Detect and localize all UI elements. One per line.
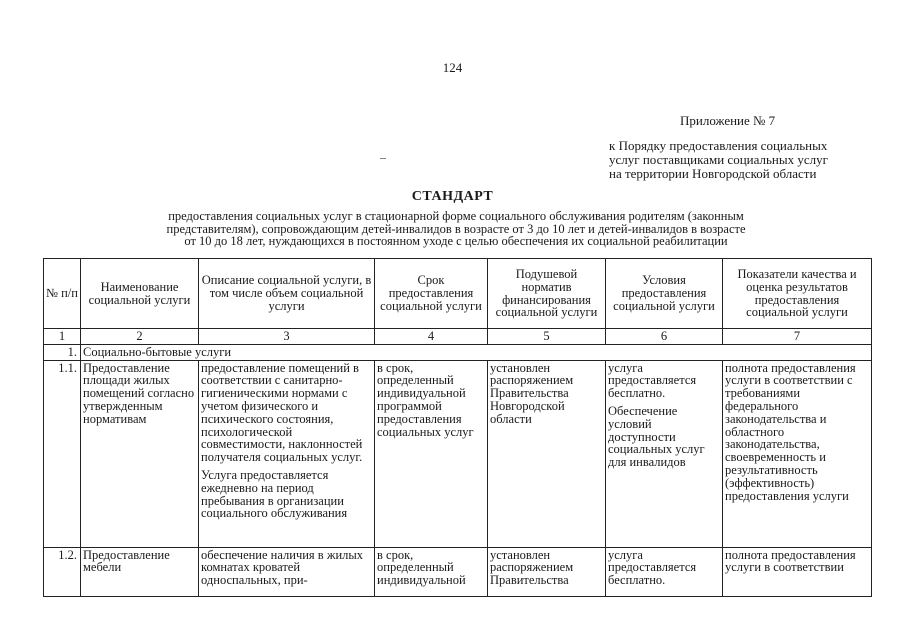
header-description: Описание социальной услуги, в том числе объем социальной услуги bbox=[199, 259, 375, 329]
conditions-cell: услуга предоставляется бесплатно. bbox=[606, 547, 723, 596]
page-number: 124 bbox=[442, 60, 463, 75]
section-number: 1. bbox=[44, 344, 81, 360]
dash-mark bbox=[380, 158, 386, 159]
header-financing: Подушевой норматив финансирования социальной услуги bbox=[488, 259, 606, 329]
appendix-reference: к Порядку предоставления социальных услуг поставщиками социальных услуг на территории Новгородской области bbox=[609, 138, 828, 181]
quality-cell: полнота предоставления услуги в соответствии bbox=[723, 547, 872, 596]
conditions-paragraph: Обеспечение условий доступности социальных услуг для инвалидов bbox=[608, 403, 705, 470]
column-number: 6 bbox=[606, 329, 723, 345]
term-cell: в срок, определенный индивидуальной программой предоставления социальных услуг bbox=[375, 360, 488, 547]
table-row bbox=[44, 360, 872, 547]
row-number: 1.1. bbox=[44, 360, 81, 547]
document-subtitle: предоставления социальных услуг в стационарной форме социального обслуживания родителям (законным представителям), сопровождающим детей-инвалидов в возрасте от 3 до 10 лет и детей-инвалидов в возрасте от 10 до 18 лет, нуждающихся в постоянном уходе с целью обеспечения их социальной реабилитации bbox=[166, 209, 746, 248]
header-service-name: Наименование социальной услуги bbox=[81, 259, 199, 329]
table-row bbox=[44, 547, 872, 596]
header-quality: Показатели качества и оценка результатов предоставления социальной услуги bbox=[723, 259, 872, 329]
table-header-row bbox=[44, 259, 872, 329]
service-name-cell: Предоставление мебели bbox=[81, 547, 199, 596]
column-number: 4 bbox=[375, 329, 488, 345]
service-name-cell: Предоставление площади жилых помещений согласно утвержденным нормативам bbox=[81, 360, 199, 547]
appendix-title: Приложение № 7 bbox=[680, 113, 776, 128]
description-paragraph: предоставление помещений в соответствии с санитарно-гигиеническими нормами с учетом физического и психического состояния, психологической совместимости, наклонностей получателя социальных услуг. bbox=[201, 360, 363, 465]
conditions-paragraph: услуга предоставляется бесплатно. bbox=[608, 360, 697, 401]
column-number: 7 bbox=[723, 329, 872, 345]
column-number: 3 bbox=[199, 329, 375, 345]
description-cell bbox=[199, 360, 375, 547]
column-number: 5 bbox=[488, 329, 606, 345]
row-number: 1.2. bbox=[44, 547, 81, 596]
description-cell: обеспечение наличия в жилых комнатах кроватей односпальных, при- bbox=[199, 547, 375, 596]
quality-cell: полнота предоставления услуги в соответствии с требованиями федерального законодательства и областного законодательства, своевременность и результативность (эффективность) предоставления услуги bbox=[723, 360, 872, 547]
column-number: 2 bbox=[81, 329, 199, 345]
header-term: Срок предоставления социальной услуги bbox=[375, 259, 488, 329]
section-row bbox=[44, 344, 872, 360]
standard-table bbox=[43, 258, 872, 597]
financing-cell: установлен распоряжением Правительства bbox=[488, 547, 606, 596]
financing-cell: установлен распоряжением Правительства Новгородской области bbox=[488, 360, 606, 547]
section-title: Социально-бытовые услуги bbox=[81, 344, 872, 360]
document-title: СТАНДАРТ bbox=[411, 189, 494, 204]
header-conditions: Условия предоставления социальной услуги bbox=[606, 259, 723, 329]
conditions-cell bbox=[606, 360, 723, 547]
header-number: № п/п bbox=[44, 259, 81, 329]
column-number-row bbox=[44, 329, 872, 345]
term-cell: в срок, определенный индивидуальной bbox=[375, 547, 488, 596]
column-number: 1 bbox=[44, 329, 81, 345]
description-paragraph: Услуга предоставляется ежедневно на период пребывания в организации социального обслуживания bbox=[201, 467, 348, 521]
